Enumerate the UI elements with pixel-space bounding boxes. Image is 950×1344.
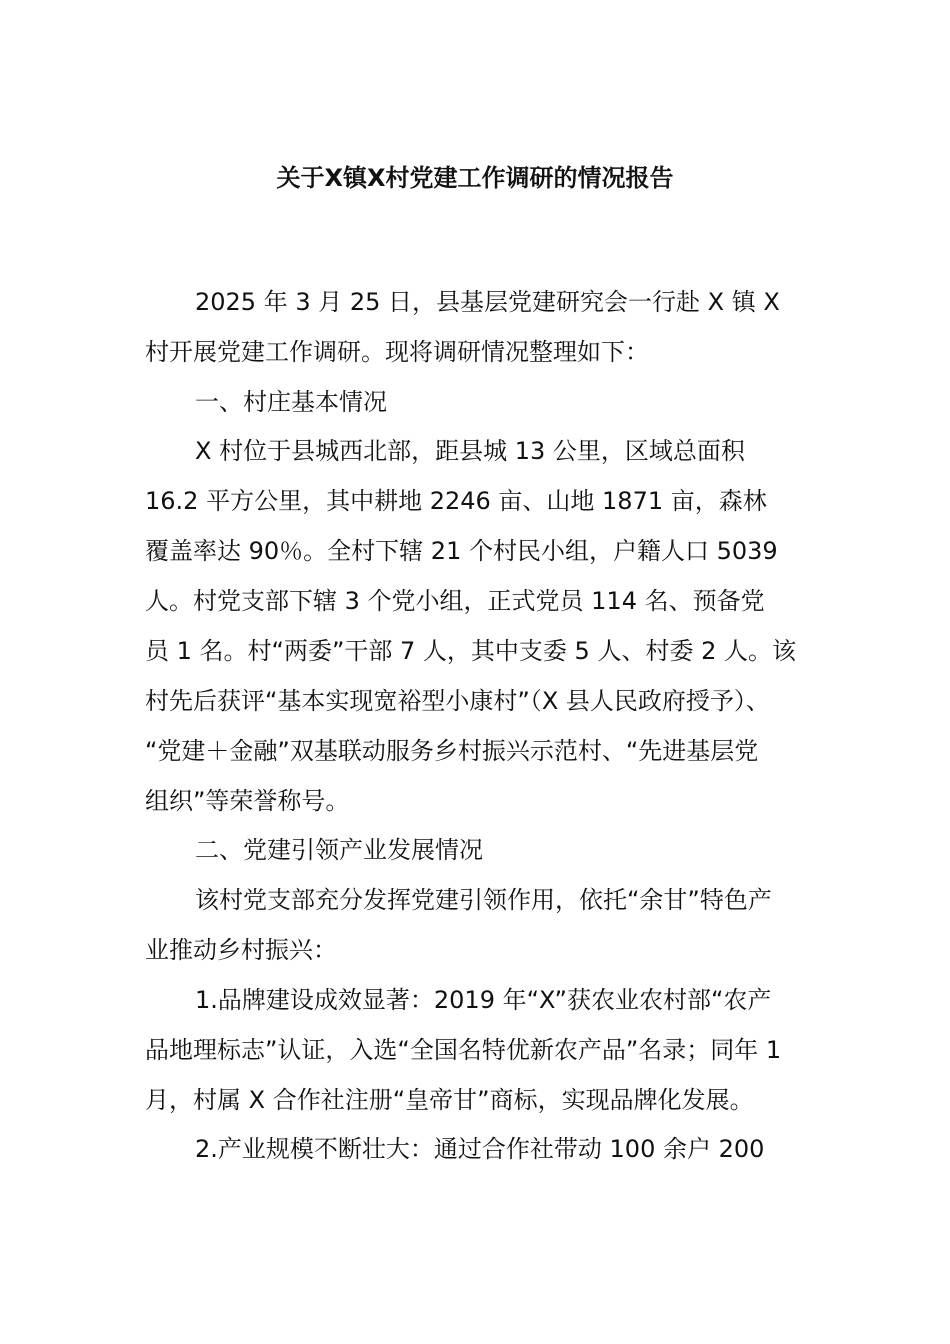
paragraph-line: 2.产业规模不断壮大：通过合作社带动 100 余户 200 <box>195 1135 765 1163</box>
document-title: 关于X镇X村党建工作调研的情况报告 <box>276 164 674 192</box>
paragraph-line: 品地理标志”认证，入选“全国名特优新农产品”名录；同年 1 <box>145 1036 782 1064</box>
paragraph-line: 业推动乡村振兴： <box>145 936 337 964</box>
paragraph-line: 人。村党支部下辖 3 个党小组，正式党员 114 名、预备党 <box>145 587 765 615</box>
paragraph-line: 16.2 平方公里，其中耕地 2246 亩、山地 1871 亩，森林 <box>145 487 767 515</box>
paragraph-line: 月，村属 X 合作社注册“皇帝甘”商标，实现品牌化发展。 <box>145 1086 754 1114</box>
paragraph-line: 员 1 名。村“两委”干部 7 人，其中支委 5 人、村委 2 人。该 <box>145 637 796 665</box>
paragraph-line: 该村党支部充分发挥党建引领作用，依托“余甘”特色产 <box>195 886 772 914</box>
section-heading: 二、党建引领产业发展情况 <box>195 836 483 864</box>
paragraph-line: 1.品牌建设成效显著：2019 年“X”获农业农村部“农产 <box>195 986 772 1014</box>
paragraph-line: X 村位于县城西北部，距县城 13 公里，区域总面积 <box>195 437 745 465</box>
paragraph-line: 组织”等荣誉称号。 <box>145 787 350 815</box>
paragraph-line: “党建＋金融”双基联动服务乡村振兴示范村、“先进基层党 <box>145 737 759 765</box>
paragraph-line: 村开展党建工作调研。现将调研情况整理如下： <box>145 338 649 366</box>
paragraph-line: 村先后获评“基本实现宽裕型小康村”（X 县人民政府授予）、 <box>145 687 770 715</box>
section-heading: 一、村庄基本情况 <box>195 388 387 416</box>
paragraph-line: 覆盖率达 90％。全村下辖 21 个村民小组，户籍人口 5039 <box>145 537 778 565</box>
paragraph-line: 2025 年 3 月 25 日，县基层党建研究会一行赴 X 镇 X <box>195 288 780 316</box>
